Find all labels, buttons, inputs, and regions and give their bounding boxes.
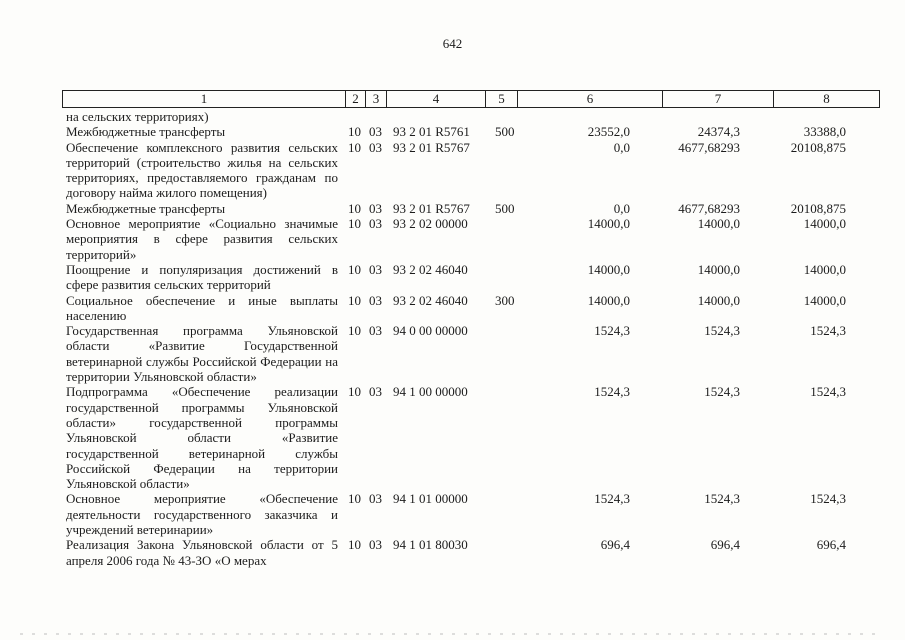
row-amount-3: 1524,3 bbox=[810, 491, 846, 507]
row-section: 10 bbox=[348, 216, 361, 232]
row-amount-2: 14000,0 bbox=[697, 216, 740, 232]
row-target-code: 94 1 01 80030 bbox=[393, 537, 468, 553]
table-row bbox=[0, 293, 905, 324]
row-expense-type: 300 bbox=[495, 292, 515, 308]
row-amount-2: 1524,3 bbox=[704, 323, 740, 339]
row-target-code: 93 2 01 R5761 bbox=[393, 124, 470, 140]
row-subsection: 03 bbox=[369, 200, 382, 216]
row-subsection: 03 bbox=[369, 216, 382, 232]
row-name: Межбюджетные трансферты bbox=[66, 200, 226, 216]
table-row bbox=[0, 491, 905, 537]
table-row bbox=[0, 201, 905, 216]
row-subsection: 03 bbox=[369, 491, 382, 507]
table-row bbox=[0, 216, 905, 262]
row-name: Межбюджетные трансферты bbox=[66, 124, 226, 140]
row-section: 10 bbox=[348, 537, 361, 553]
row-target-code: 93 2 02 46040 bbox=[393, 292, 468, 308]
row-amount-3: 20108,875 bbox=[790, 200, 846, 216]
row-amount-2: 14000,0 bbox=[697, 292, 740, 308]
row-section: 10 bbox=[348, 139, 361, 155]
row-amount-1: 696,4 bbox=[600, 537, 630, 553]
row-subsection: 03 bbox=[369, 261, 382, 277]
row-amount-2: 1524,3 bbox=[704, 384, 740, 400]
row-amount-1: 14000,0 bbox=[587, 292, 630, 308]
row-amount-1: 1524,3 bbox=[594, 323, 630, 339]
row-subsection: 03 bbox=[369, 384, 382, 400]
row-amount-3: 14000,0 bbox=[803, 216, 846, 232]
row-name: Основное мероприятие «Социально значимые мероприятия в сфере развития сельских территорий» bbox=[66, 216, 338, 262]
row-name: Обеспечение комплексного развития сельских территорий (строительство жилья на сельских территориях, предоставляемого гражданам по договору найма жилого помещения) bbox=[66, 139, 338, 201]
row-amount-1: 23552,0 bbox=[587, 124, 630, 140]
row-name: на сельских территориях) bbox=[66, 109, 209, 124]
row-section: 10 bbox=[348, 384, 361, 400]
row-target-code: 93 2 01 R5767 bbox=[393, 200, 470, 216]
row-target-code: 94 1 01 00000 bbox=[393, 491, 468, 507]
col-header-1: 1 bbox=[63, 91, 346, 108]
table-row bbox=[0, 384, 905, 491]
row-subsection: 03 bbox=[369, 323, 382, 339]
row-amount-1: 1524,3 bbox=[594, 491, 630, 507]
row-name: Поощрение и популяризация достижений в сфере развития сельских территорий bbox=[66, 261, 338, 293]
row-expense-type: 500 bbox=[495, 124, 515, 140]
col-header-4: 4 bbox=[387, 91, 486, 108]
row-amount-1: 0,0 bbox=[613, 200, 630, 216]
row-amount-3: 20108,875 bbox=[790, 139, 846, 155]
budget-table-body bbox=[0, 109, 905, 568]
row-subsection: 03 bbox=[369, 139, 382, 155]
row-amount-1: 14000,0 bbox=[587, 261, 630, 277]
row-target-code: 94 1 00 00000 bbox=[393, 384, 468, 400]
scan-edge-noise bbox=[0, 624, 905, 640]
row-amount-2: 24374,3 bbox=[697, 124, 740, 140]
row-name: Подпрограмма «Обеспечение реализации государственной программы Ульяновской области» государственной программы Ульяновской области «Развитие государственной ветеринарной службы Российской Федерации на территории Ульяновской области» bbox=[66, 384, 338, 492]
row-target-code: 93 2 01 R5767 bbox=[393, 139, 470, 155]
col-header-7: 7 bbox=[663, 91, 774, 108]
table-row bbox=[0, 262, 905, 293]
row-amount-2: 4677,68293 bbox=[678, 139, 740, 155]
row-name: Социальное обеспечение и иные выплаты населению bbox=[66, 292, 338, 323]
table-row bbox=[0, 140, 905, 201]
row-amount-3: 1524,3 bbox=[810, 323, 846, 339]
row-expense-type: 500 bbox=[495, 200, 515, 216]
row-amount-2: 1524,3 bbox=[704, 491, 740, 507]
row-amount-2: 696,4 bbox=[710, 537, 740, 553]
row-amount-1: 0,0 bbox=[613, 139, 630, 155]
col-header-3: 3 bbox=[366, 91, 387, 108]
table-row bbox=[0, 109, 905, 124]
row-target-code: 93 2 02 46040 bbox=[393, 261, 468, 277]
row-name: Государственная программа Ульяновской области «Развитие Государственной ветеринарной службы Российской Федерации на территории Ульяновской области» bbox=[66, 323, 338, 385]
row-amount-2: 14000,0 bbox=[697, 261, 740, 277]
row-amount-3: 14000,0 bbox=[803, 292, 846, 308]
table-row bbox=[0, 124, 905, 139]
row-name: Реализация Закона Ульяновской области от 5 апреля 2006 года № 43-ЗО «О мерах bbox=[66, 537, 338, 568]
col-header-2: 2 bbox=[346, 91, 366, 108]
page-number: 642 bbox=[442, 36, 463, 51]
col-header-5: 5 bbox=[486, 91, 518, 108]
col-header-6: 6 bbox=[518, 91, 663, 108]
row-section: 10 bbox=[348, 200, 361, 216]
row-amount-1: 1524,3 bbox=[594, 384, 630, 400]
table-row bbox=[0, 537, 905, 568]
row-subsection: 03 bbox=[369, 292, 382, 308]
row-target-code: 94 0 00 00000 bbox=[393, 323, 468, 339]
col-header-8: 8 bbox=[774, 91, 880, 108]
row-name: Основное мероприятие «Обеспечение деятельности государственного заказчика и учреждений ветеринарии» bbox=[66, 491, 338, 538]
row-amount-3: 14000,0 bbox=[803, 261, 846, 277]
row-subsection: 03 bbox=[369, 124, 382, 140]
column-header-table bbox=[62, 90, 880, 108]
row-section: 10 bbox=[348, 261, 361, 277]
row-target-code: 93 2 02 00000 bbox=[393, 216, 468, 232]
row-subsection: 03 bbox=[369, 537, 382, 553]
table-row bbox=[0, 323, 905, 384]
row-section: 10 bbox=[348, 124, 361, 140]
row-section: 10 bbox=[348, 491, 361, 507]
row-amount-3: 33388,0 bbox=[803, 124, 846, 140]
row-amount-2: 4677,68293 bbox=[678, 200, 740, 216]
row-amount-3: 1524,3 bbox=[810, 384, 846, 400]
row-amount-1: 14000,0 bbox=[587, 216, 630, 232]
row-section: 10 bbox=[348, 292, 361, 308]
row-amount-3: 696,4 bbox=[816, 537, 846, 553]
row-section: 10 bbox=[348, 323, 361, 339]
